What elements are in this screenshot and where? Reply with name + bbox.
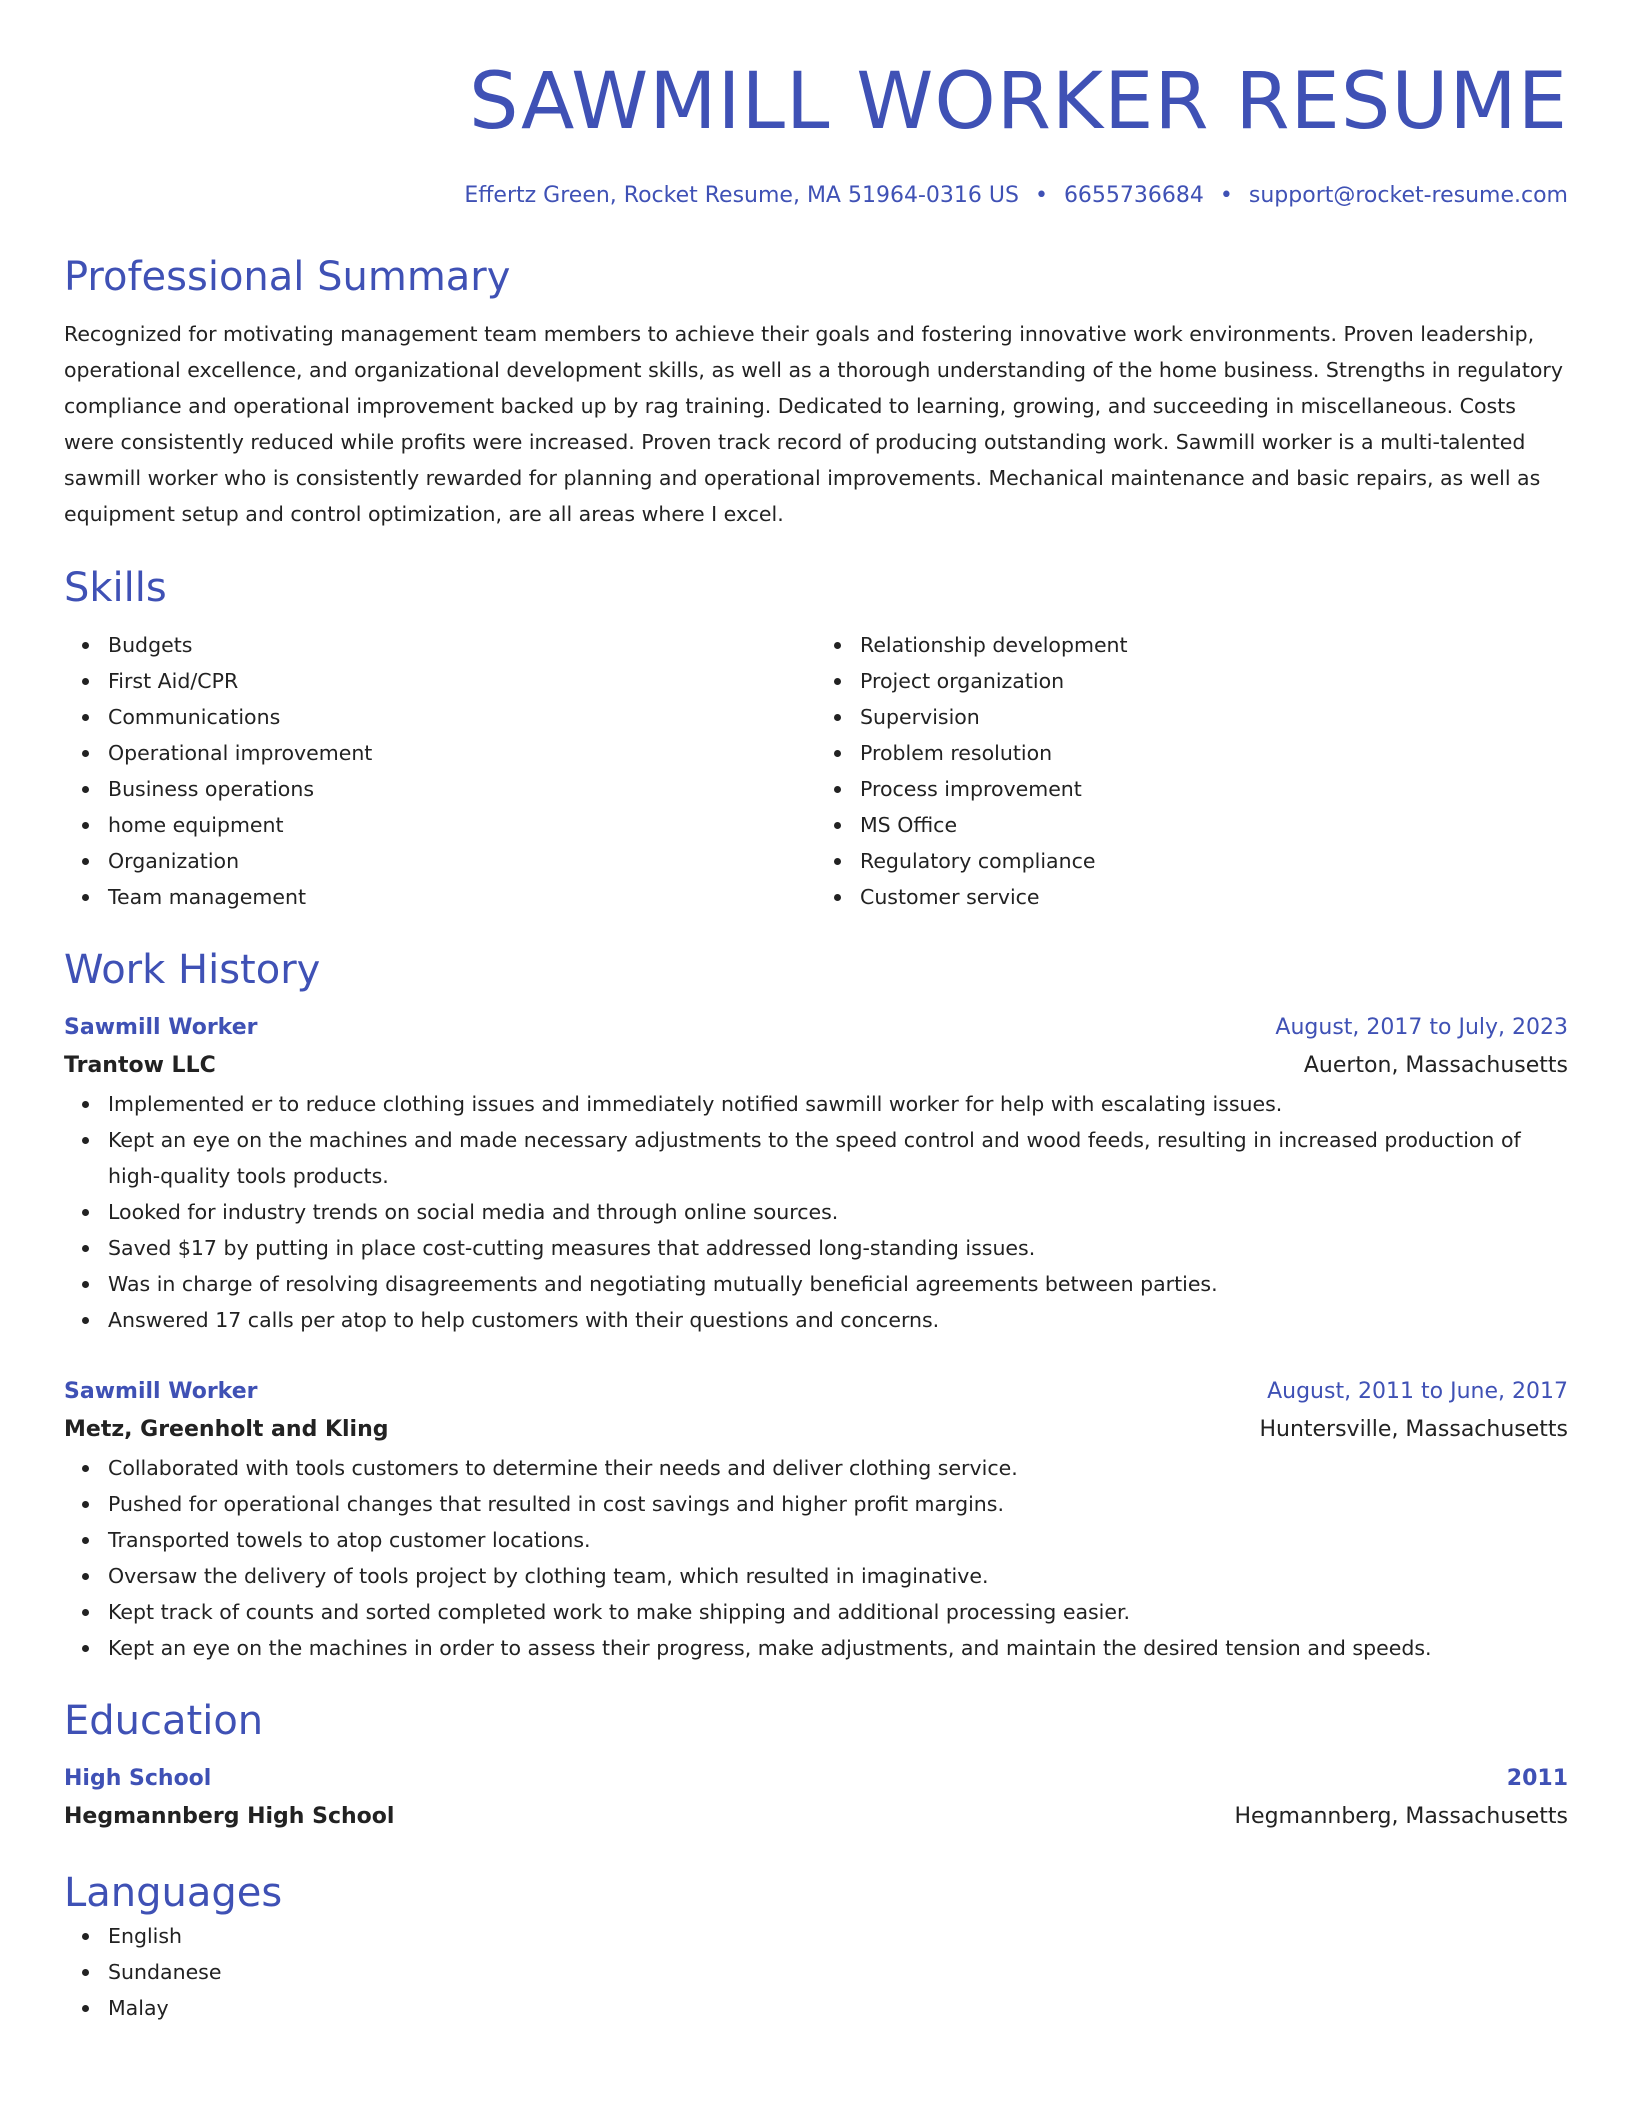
- job-duty-item: Oversaw the delivery of tools project by clothing team, which resulted in imaginative.: [108, 1558, 1568, 1594]
- summary-heading: Professional Summary: [64, 254, 511, 300]
- language-item: Malay: [108, 1990, 1568, 2026]
- skills-column-right: [816, 627, 1568, 915]
- contact-separator: •: [1034, 183, 1048, 208]
- job-duty-item: Was in charge of resolving disagreements and negotiating mutually beneficial agreements between parties.: [108, 1266, 1568, 1302]
- education-heading: Education: [64, 1698, 264, 1744]
- education-degree: High School: [64, 1766, 212, 1791]
- skill-item: First Aid/CPR: [108, 663, 816, 699]
- job-header: [64, 1374, 1568, 1410]
- skill-item: MS Office: [860, 807, 1568, 843]
- job-entry: [64, 1374, 1568, 1666]
- skill-item: Regulatory compliance: [860, 843, 1568, 879]
- skill-item: Process improvement: [860, 771, 1568, 807]
- job-location: Huntersville, Massachusetts: [1259, 1417, 1568, 1442]
- languages-heading: Languages: [64, 1870, 283, 1916]
- job-entry: [64, 1010, 1568, 1338]
- work-history-heading: Work History: [64, 947, 321, 993]
- skills-grid: [64, 627, 1568, 915]
- education-entry: [64, 1761, 1568, 1837]
- skill-item: Problem resolution: [860, 735, 1568, 771]
- job-dates: August, 2017 to July, 2023: [1275, 1015, 1568, 1040]
- job-subheader: [64, 1046, 1568, 1086]
- resume-title: SAWMILL WORKER RESUME: [469, 57, 1568, 147]
- education-location: Hegmannberg, Massachusetts: [1234, 1804, 1568, 1829]
- contact-separator: •: [1219, 183, 1233, 208]
- job-duty-item: Kept track of counts and sorted completed work to make shipping and additional processing easier.: [108, 1594, 1568, 1630]
- job-duties: [64, 1450, 1568, 1666]
- skills-column-left: [64, 627, 816, 915]
- job-company: Metz, Greenholt and Kling: [64, 1417, 389, 1442]
- job-dates: August, 2011 to June, 2017: [1267, 1379, 1568, 1404]
- language-item: English: [108, 1918, 1568, 1954]
- skill-item: home equipment: [108, 807, 816, 843]
- education-year: 2011: [1506, 1766, 1568, 1791]
- education-school: Hegmannberg High School: [64, 1804, 395, 1829]
- job-company: Trantow LLC: [64, 1053, 216, 1078]
- job-subheader: [64, 1410, 1568, 1450]
- job-duty-item: Implemented er to reduce clothing issues and immediately notified sawmill worker for help with escalating issues.: [108, 1086, 1568, 1122]
- job-duty-item: Transported towels to atop customer locations.: [108, 1522, 1568, 1558]
- skill-item: Supervision: [860, 699, 1568, 735]
- job-duty-item: Kept an eye on the machines in order to assess their progress, make adjustments, and maintain the desired tension and speeds.: [108, 1630, 1568, 1666]
- skill-item: Communications: [108, 699, 816, 735]
- education-subheader: [64, 1797, 1568, 1837]
- job-duty-item: Pushed for operational changes that resulted in cost savings and higher profit margins.: [108, 1486, 1568, 1522]
- skill-item: Budgets: [108, 627, 816, 663]
- job-duty-item: Saved $17 by putting in place cost-cutting measures that addressed long-standing issues.: [108, 1230, 1568, 1266]
- contact-line: [64, 181, 1568, 211]
- skill-item: Project organization: [860, 663, 1568, 699]
- language-item: Sundanese: [108, 1954, 1568, 1990]
- contact-phone: 6655736684: [1063, 183, 1204, 208]
- skill-item: Relationship development: [860, 627, 1568, 663]
- languages-list: [64, 1918, 1568, 2026]
- skill-item: Organization: [108, 843, 816, 879]
- contact-address: Effertz Green, Rocket Resume, MA 51964-0316 US: [464, 183, 1019, 208]
- job-duty-item: Looked for industry trends on social media and through online sources.: [108, 1194, 1568, 1230]
- education-header: [64, 1761, 1568, 1797]
- skills-heading: Skills: [64, 565, 167, 611]
- job-duty-item: Kept an eye on the machines and made necessary adjustments to the speed control and wood feeds, resulting in increased production of high-quality tools products.: [108, 1122, 1568, 1194]
- job-role: Sawmill Worker: [64, 1015, 258, 1040]
- job-duties: [64, 1086, 1568, 1338]
- contact-email: support@rocket-resume.com: [1248, 183, 1568, 208]
- skill-item: Team management: [108, 879, 816, 915]
- job-duty-item: Collaborated with tools customers to determine their needs and deliver clothing service.: [108, 1450, 1568, 1486]
- job-header: [64, 1010, 1568, 1046]
- skill-item: Customer service: [860, 879, 1568, 915]
- job-duty-item: Answered 17 calls per atop to help customers with their questions and concerns.: [108, 1302, 1568, 1338]
- skill-item: Operational improvement: [108, 735, 816, 771]
- skill-item: Business operations: [108, 771, 816, 807]
- job-location: Auerton, Massachusetts: [1303, 1053, 1568, 1078]
- summary-text: Recognized for motivating management team members to achieve their goals and fostering innovative work environments. Proven leadership, operational excellence, and organizational development skills, as well as a thorough understanding of the home business. Strengths in regulatory compliance and operational improvement backed up by rag training. Dedicated to learning, growing, and succeeding in miscellaneous. Costs were consistently reduced while profits were increased. Proven track record of producing outstanding work. Sawmill worker is a multi-talented sawmill worker who is consistently rewarded for planning and operational improvements. Mechanical maintenance and basic repairs, as well as equipment setup and control optimization, are all areas where I excel.: [64, 322, 1563, 526]
- job-role: Sawmill Worker: [64, 1379, 258, 1404]
